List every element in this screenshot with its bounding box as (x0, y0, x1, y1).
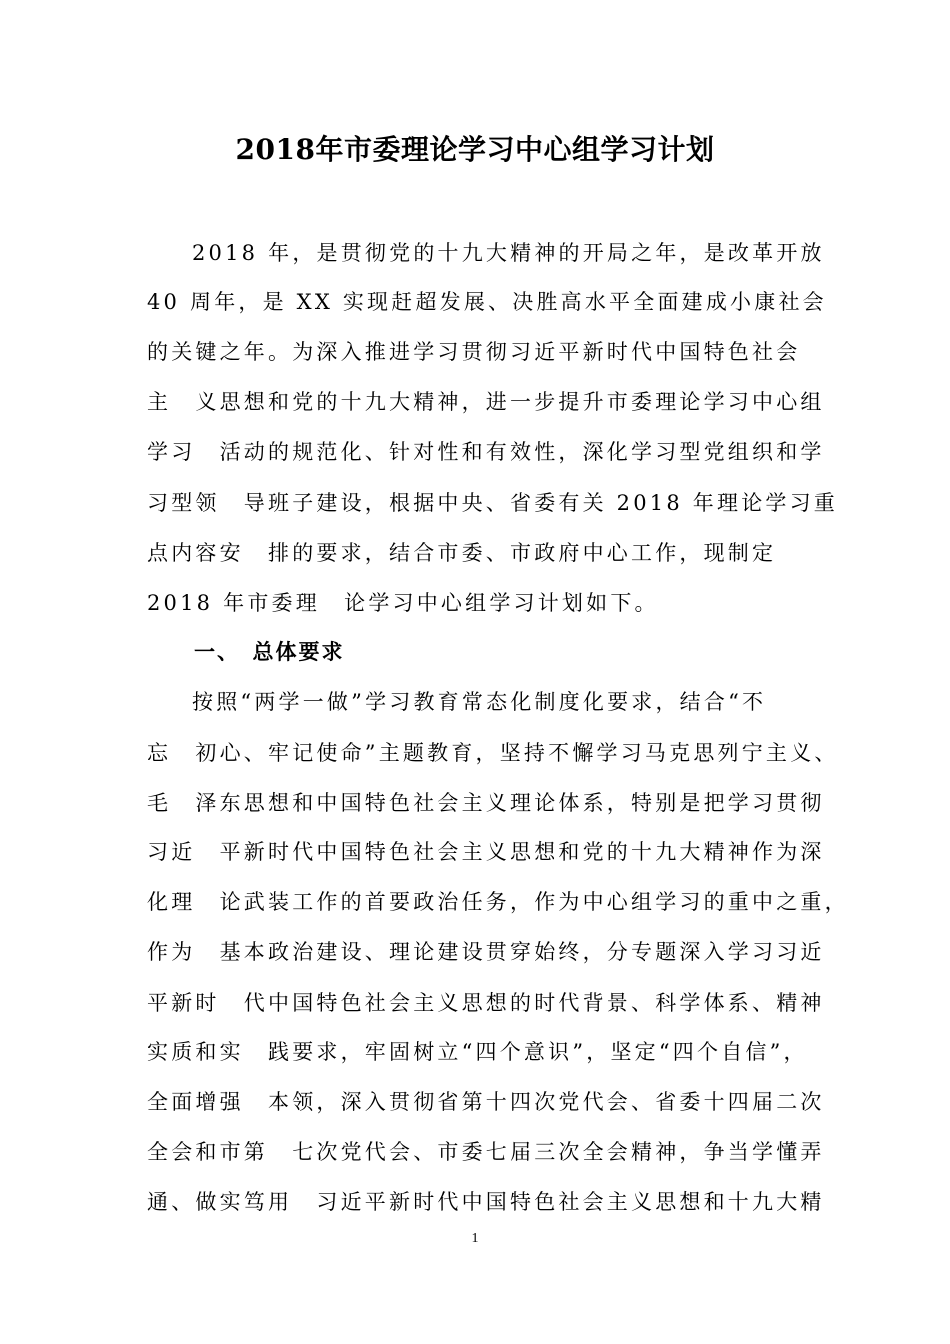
body-line: 习近 平新时代中国特色社会主义思想和党的十九大精神作为深 (147, 840, 825, 864)
intro-line: 40 周年，是 XX 实现赶超发展、决胜高水平全面建成小康社会 (147, 290, 827, 314)
body-line: 化理 论武装工作的首要政治任务，作为中心组学习的重中之重， (147, 890, 849, 914)
body-line: 平新时 代中国特色社会主义思想的时代背景、科学体系、精神 (147, 991, 825, 1015)
intro-line: 学习 活动的规范化、针对性和有效性，深化学习型党组织和学 (147, 440, 825, 464)
body-line: 作为 基本政治建设、理论建设贯穿始终，分专题深入学习习近 (147, 940, 825, 964)
body-line: 通、做实笃用 习近平新时代中国特色社会主义思想和十九大精 (147, 1190, 825, 1214)
intro-line: 主 义思想和党的十九大精神，进一步提升市委理论学习中心组 (147, 390, 825, 414)
body-line: 实质和实 践要求，牢固树立“四个意识”，坚定“四个自信”， (147, 1040, 808, 1064)
intro-line: 点内容安 排的要求，结合市委、市政府中心工作，现制定 (147, 541, 777, 565)
intro-line: 的关键之年。为深入推进学习贯彻习近平新时代中国特色社会 (147, 340, 801, 364)
page-number: 1 (471, 1231, 479, 1246)
intro-line: 2018 年市委理 论学习中心组学习计划如下。 (147, 591, 659, 615)
body-line: 全会和市第 七次党代会、市委七届三次全会精神，争当学懂弄 (147, 1140, 825, 1164)
section-heading: 一、 总体要求 (194, 640, 345, 664)
body-line: 毛 泽东思想和中国特色社会主义理论体系，特别是把学习贯彻 (147, 791, 825, 815)
intro-line: 2018 年，是贯彻党的十九大精神的开局之年，是改革开放 (192, 241, 825, 265)
body-line: 忘 初心、牢记使命”主题教育，坚持不懈学习马克思列宁主义、 (147, 741, 839, 765)
body-line: 全面增强 本领，深入贯彻省第十四次党代会、省委十四届二次 (147, 1090, 825, 1114)
document-title: 2018年市委理论学习中心组学习计划 (235, 133, 715, 166)
body-line: 按照“两学一做”学习教育常态化制度化要求，结合“不 (192, 690, 767, 714)
intro-line: 习型领 导班子建设，根据中央、省委有关 2018 年理论学习重 (147, 491, 838, 515)
